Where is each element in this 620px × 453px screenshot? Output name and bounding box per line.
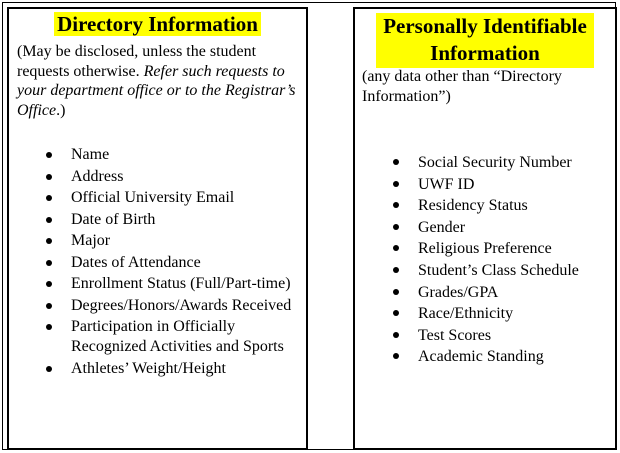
list-item: Academic Standing — [358, 346, 616, 368]
list-item: UWF ID — [358, 174, 616, 196]
list-item: Degrees/Honors/Awards Received — [11, 296, 305, 316]
list-item: Race/Ethnicity — [358, 303, 616, 325]
directory-items-list — [11, 145, 305, 380]
pii-definition-note: (any data other than “Directory Information”) — [362, 68, 562, 105]
list-item: Test Scores — [358, 325, 616, 347]
list-item: Student’s Class Schedule — [358, 260, 616, 282]
list-item: Residency Status — [358, 195, 616, 217]
pii-title-line1: Personally Identifiable — [380, 14, 590, 38]
list-item: Social Security Number — [358, 152, 616, 174]
pii-title — [355, 13, 615, 68]
pii-title-line2: Information — [427, 41, 543, 65]
list-item: Name — [11, 145, 305, 165]
list-item: Gender — [358, 217, 616, 239]
directory-information-title — [9, 12, 306, 37]
directory-disclosure-note — [17, 42, 305, 120]
list-item: Athletes’ Weight/Height — [11, 359, 305, 379]
list-item: Grades/GPA — [358, 282, 616, 304]
list-item: Date of Birth — [11, 210, 305, 230]
directory-note-end: .) — [56, 101, 66, 119]
directory-note-italic: Refer such requests to your department office or to the Registrar’s Office — [17, 62, 296, 119]
list-item: Address — [11, 167, 305, 187]
list-item: Official University Email — [11, 188, 305, 208]
list-item: Participation in Officially Recognized Activities and Sports — [11, 317, 305, 357]
directory-title-highlight: Directory Information — [54, 12, 261, 36]
list-item: Dates of Attendance — [11, 253, 305, 273]
pii-title-highlight — [376, 13, 594, 68]
page-frame — [2, 2, 616, 450]
list-item: Religious Preference — [358, 238, 616, 260]
list-item: Major — [11, 231, 305, 251]
pii-items-list — [358, 152, 616, 368]
list-item: Enrollment Status (Full/Part-time) — [11, 274, 305, 294]
personally-identifiable-information-panel — [353, 7, 617, 450]
directory-information-panel — [7, 7, 308, 450]
directory-note-text: (May be disclosed, unless the student requests otherwise. — [17, 43, 257, 80]
